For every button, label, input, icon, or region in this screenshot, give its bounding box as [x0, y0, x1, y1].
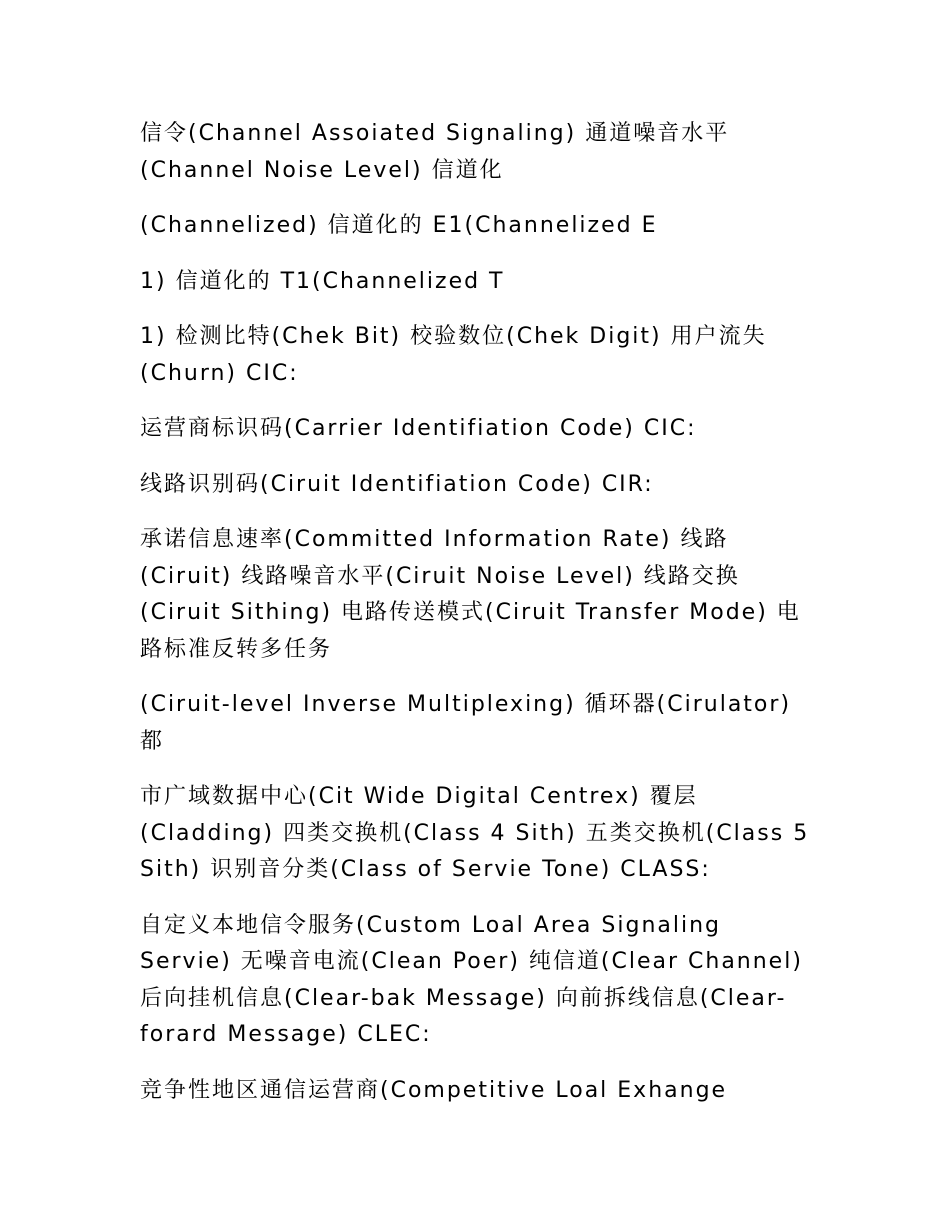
text-line: (Ciruit) 线路噪音水平(Ciruit Noise Level) 线路交换: [140, 563, 740, 589]
text-line: Servie) 无噪音电流(Clean Poer) 纯信道(Clear Channel): [140, 949, 803, 974]
text-line: 后向挂机信息(Clear-bak Message) 向前拆线信息(Clear-: [140, 985, 787, 1011]
text-line: 承诺信息速率(Committed Information Rate) 线路: [140, 527, 729, 552]
text-line: (Ciruit Sithing) 电路传送模式(Ciruit Transfer Mode) 电: [140, 600, 801, 625]
text-line: 1) 检测比特(Chek Bit) 校验数位(Chek Digit) 用户流失: [140, 324, 767, 349]
text-line: (Churn) CIC:: [140, 360, 299, 386]
text-line: 1) 信道化的 T1(Channelized T: [140, 268, 505, 294]
paragraph-2: [140, 208, 812, 245]
paragraph-3: [140, 264, 812, 301]
paragraph-4: [140, 319, 812, 392]
text-line: Sith) 识别音分类(Class of Servie Tone) CLASS:: [140, 857, 711, 882]
text-line: 运营商标识码(Carrier Identifiation Code) CIC:: [140, 416, 697, 441]
text-line: (Cladding) 四类交换机(Class 4 Sith) 五类交换机(Class 5: [140, 820, 810, 846]
text-line: 都: [140, 728, 165, 754]
document-body: [140, 116, 812, 1128]
paragraph-7: [140, 522, 812, 668]
text-line: (Ciruit-level Inverse Multiplexing) 循环器(Cirulator): [140, 692, 792, 717]
paragraph-9: [140, 779, 812, 889]
paragraph-5: [140, 411, 812, 448]
text-line: forard Message) CLEC:: [140, 1022, 432, 1047]
text-line: 信令(Channel Assoiated Signaling) 通道噪音水平: [140, 121, 730, 146]
text-line: 线路识别码(Ciruit Identifiation Code) CIR:: [140, 471, 654, 497]
text-line: 路标准反转多任务: [140, 636, 333, 662]
paragraph-8: [140, 687, 812, 760]
paragraph-11: [140, 1073, 812, 1110]
text-line: 自定义本地信令服务(Custom Loal Area Signaling: [140, 912, 721, 938]
text-line: 竞争性地区通信运营商(Competitive Loal Exhange: [140, 1077, 728, 1103]
paragraph-1: [140, 116, 812, 189]
paragraph-10: [140, 908, 812, 1054]
text-line: (Channelized) 信道化的 E1(Channelized E: [140, 213, 658, 238]
paragraph-6: [140, 467, 812, 504]
text-line: (Channel Noise Level) 信道化: [140, 157, 504, 183]
text-line: 市广域数据中心(Cit Wide Digital Centrex) 覆层: [140, 784, 698, 809]
